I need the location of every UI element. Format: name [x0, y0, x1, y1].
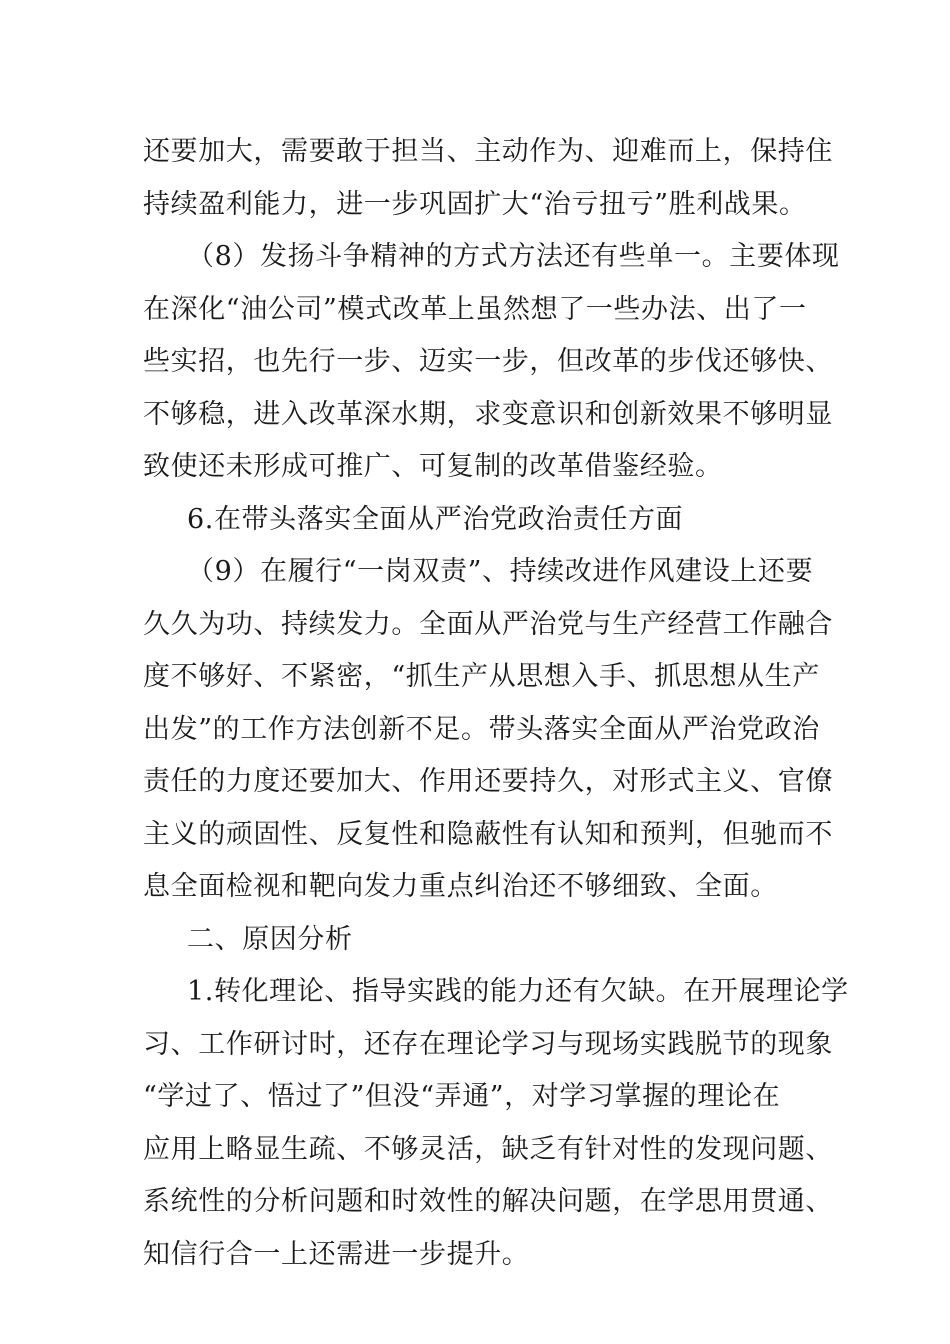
cause-1-heading: 1.转化理论、指导实践的能力还有欠缺。在开展理论学: [187, 976, 849, 1007]
text-line: 应用上略显生疏、不够灵活，缺乏有针对性的发现问题、: [143, 1133, 833, 1165]
paragraph-9-heading: （9）在履行“一岗双责”、持续改进作风建设上还要: [187, 556, 814, 587]
text-line: 习、工作研讨时，还存在理论学习与现场实践脱节的现象: [143, 1028, 833, 1060]
text-line: 持续盈利能力，进一步巩固扩大“治亏扭亏”胜利战果。: [143, 188, 807, 220]
text-line: 还要加大，需要敢于担当、主动作为、迎难而上，保持住: [143, 136, 833, 167]
paragraph-8-heading: （8）发扬斗争精神的方式方法还有些单一。主要体现: [187, 241, 840, 272]
text-line: 度不够好、不紧密，“抓生产从思想入手、抓思想从生产: [143, 661, 820, 692]
text-line: 系统性的分析问题和时效性的解决问题，在学思用贯通、: [143, 1186, 833, 1217]
text-line: “学过了、悟过了”但没“弄通”，对学习掌握的理论在: [143, 1081, 781, 1112]
text-line: 久久为功、持续发力。全面从严治党与生产经营工作融合: [143, 608, 833, 640]
text-line: 致使还未形成可推广、可复制的改革借鉴经验。: [143, 451, 723, 482]
text-line: 主义的顽固性、反复性和隐蔽性有认知和预判，但驰而不: [143, 818, 833, 850]
document-page: [143, 126, 849, 1281]
section-6-heading: 6.在带头落实全面从严治党政治责任方面: [187, 503, 684, 535]
text-line: 在深化“油公司”模式改革上虽然想了一些办法、出了一: [143, 293, 807, 325]
text-line: 责任的力度还要加大、作用还要持久，对形式主义、官僚: [143, 766, 833, 797]
cause-analysis-heading: 二、原因分析: [187, 923, 353, 955]
text-line: 不够稳，进入改革深水期，求变意识和创新效果不够明显: [143, 398, 833, 430]
text-line: 出发”的工作方法创新不足。带头落实全面从严治党政治: [143, 713, 820, 745]
text-line: 知信行合一上还需进一步提升。: [143, 1238, 530, 1270]
text-line: 息全面检视和靶向发力重点纠治还不够细致、全面。: [143, 871, 778, 902]
text-line: 些实招，也先行一步、迈实一步，但改革的步伐还够快、: [143, 346, 833, 377]
